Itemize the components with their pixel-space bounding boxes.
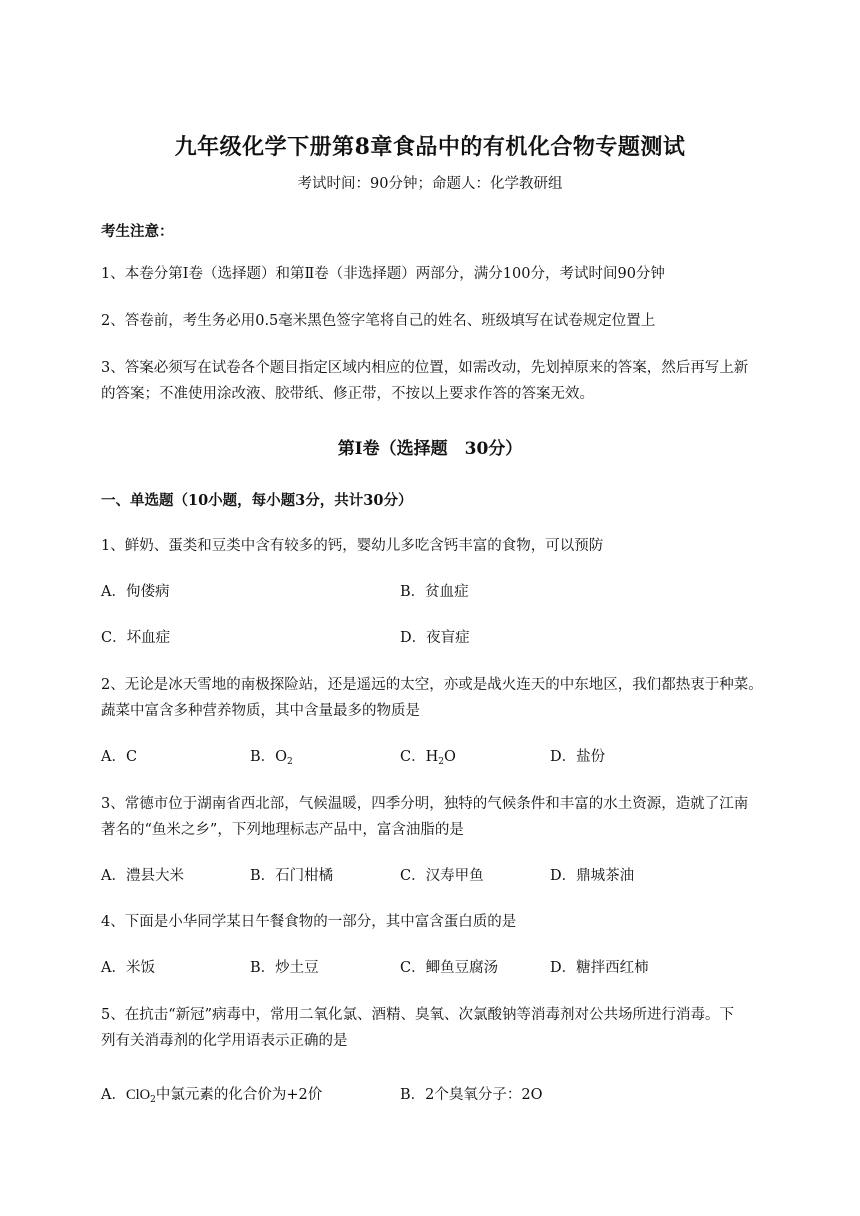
question-4-option-a: A．米饭 — [101, 960, 155, 976]
question-3-stem: 3、常德市位于湖南省西北部，气候温暖，四季分明，独特的气候条件和丰富的水土资源，造就了江南 — [101, 796, 749, 812]
question-5-option-a: A．ClO$_2$中氯元素的化合价为+2价 — [101, 1087, 323, 1105]
question-2-option-d: D．盐份 — [550, 749, 606, 765]
question-4-stem: 4、下面是小华同学某日午餐食物的一部分，其中富含蛋白质的是 — [101, 914, 517, 930]
question-2-stem-cont: 蔬菜中富含多种营养物质，其中含量最多的物质是 — [101, 703, 420, 719]
notice-item-3-cont: 的答案；不准使用涂改液、胶带纸、修正带，不按以上要求作答的答案无效。 — [101, 386, 594, 402]
question-3-option-d: D．鼎城茶油 — [550, 868, 635, 884]
section-title: 第I卷（选择题 30分） — [337, 439, 523, 459]
question-4-option-b: B．炒土豆 — [250, 960, 319, 976]
question-5-option-b: B．2个臭氧分子：2O — [400, 1087, 543, 1103]
question-1-option-c: C．坏血症 — [101, 630, 171, 646]
question-3-stem-cont: 著名的“鱼米之乡”，下列地理标志产品中，富含油脂的是 — [101, 822, 464, 838]
question-4-option-c: C．鲫鱼豆腐汤 — [400, 960, 499, 976]
question-5-stem: 5、在抗击“新冠”病毒中，常用二氧化氯、酒精、臭氧、次氯酸钠等消毒剂对公共场所进行消毒。下 — [101, 1007, 735, 1023]
question-2-option-b: B．$O_2$ — [250, 749, 293, 767]
part-heading: 一、单选题（10小题，每小题3分，共计30分） — [101, 492, 413, 509]
question-1-option-a: A．佝偻病 — [101, 584, 170, 600]
exam-info: 考试时间：90分钟；命题人：化学教研组 — [297, 176, 563, 192]
question-2-option-c: C．$H_2O$ — [400, 749, 456, 767]
notice-item-1: 1、本卷分第I卷（选择题）和第Ⅱ卷（非选择题）两部分，满分100分，考试时间90分钟 — [101, 266, 665, 282]
page-title: 九年级化学下册第8章食品中的有机化合物专题测试 — [174, 134, 686, 160]
question-3-option-c: C．汉寿甲鱼 — [400, 868, 484, 884]
question-3-option-b: B．石门柑橘 — [250, 868, 334, 884]
question-3-option-a: A．澧县大米 — [101, 868, 184, 884]
question-1-stem: 1、鲜奶、蛋类和豆类中含有较多的钙，婴幼儿多吃含钙丰富的食物，可以预防 — [101, 538, 604, 554]
notice-heading: 考生注意： — [101, 223, 174, 240]
question-1-option-b: B．贫血症 — [400, 584, 469, 600]
question-5-stem-cont: 列有关消毒剂的化学用语表示正确的是 — [101, 1033, 348, 1049]
notice-item-2: 2、答卷前，考生务必用0.5毫米黑色签字笔将自己的姓名、班级填写在试卷规定位置上 — [101, 313, 656, 329]
question-2-stem: 2、无论是冰天雪地的南极探险站，还是遥远的太空，亦或是战火连天的中东地区，我们都热衷于种菜。 — [101, 677, 763, 693]
notice-item-3: 3、答案必须写在试卷各个题目指定区域内相应的位置，如需改动，先划掉原来的答案，然后再写上新 — [101, 360, 749, 376]
question-2-option-a: A．C — [101, 749, 138, 765]
question-1-option-d: D．夜盲症 — [400, 630, 470, 646]
question-4-option-d: D．糖拌西红柿 — [550, 960, 649, 976]
